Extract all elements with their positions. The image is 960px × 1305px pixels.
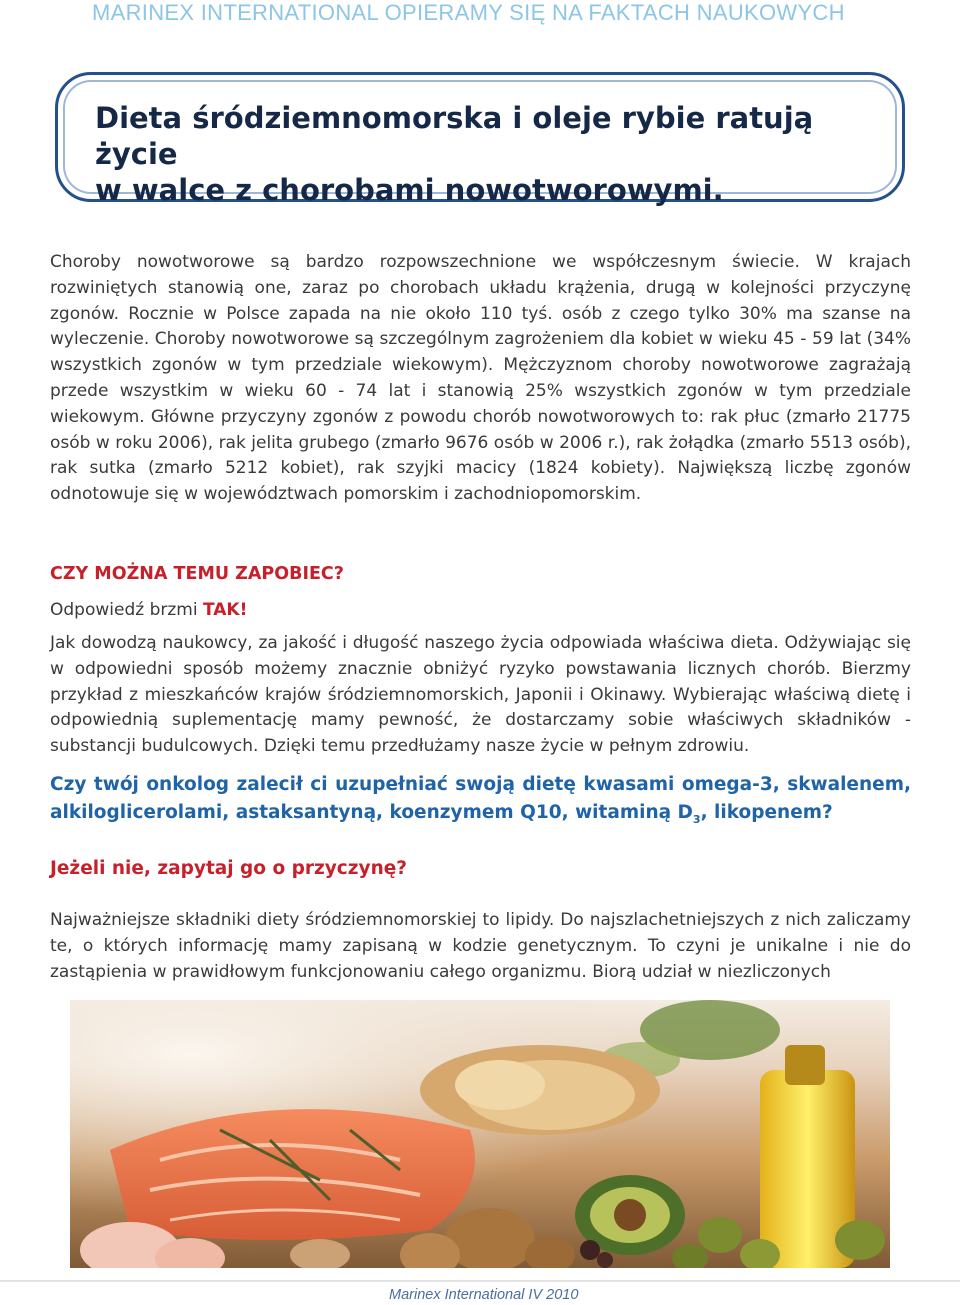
diet-paragraph: Jak dowodzą naukowcy, za jakość i długość naszego życia odpowiada właściwa dieta. Odżywiając się w odpowiedni sposób możemy znacznie obniżyć ryzyko powstawania licznych chorób. Bierzmy przykład z mieszkańców krajów śródziemnomorskich, Japonii i Okinawy. Wybierając właściwą dietę i odpowiednią suplementację mamy pewność, że dostarczamy sobie właściwych składników - substancji budulcowych. Dzięki temu przedłużamy nasze życie w pełnym zdrowiu. [50, 633, 911, 757]
article-title [95, 100, 875, 208]
section-heading: CZY MOŻNA TEMU ZAPOBIEC? [50, 564, 344, 584]
answer-line [50, 600, 247, 620]
page-footer: Marinex International IV 2010 [389, 1287, 579, 1303]
title-line-1: Dieta śródziemnomorska i oleje rybie ratują życie [95, 101, 814, 171]
title-line-2: w walce z chorobami nowotworowymi. [95, 173, 724, 207]
supplement-question [50, 771, 911, 833]
lipids-paragraph: Najważniejsze składniki diety śródziemnomorskiej to lipidy. Do najszlachetniejszych z nich zaliczamy te, o których informację mamy zapisaną w kodzie genetycznym. To czyni je unikalne i nie do zastąpienia w prawidłowym funkcjonowaniu całego organizmu. Biorą udział w niezliczonych [50, 910, 911, 982]
mediterranean-food-photo [70, 1000, 890, 1268]
question-text-part-2: , likopenem? [700, 801, 833, 823]
answer-prefix: Odpowiedź brzmi [50, 600, 203, 620]
footer-divider [0, 1280, 960, 1282]
intro-paragraph: Choroby nowotworowe są bardzo rozpowszechnione we współczesnym świecie. W krajach rozwiniętych stanowią one, zaraz po chorobach układu krążenia, drugą w kolejności przyczynę zgonów. Rocznie w Polsce zapada na nie około 110 tyś. osób z czego tylko 30% ma szanse na wyleczenie. Choroby nowotworowe są szczególnym zagrożeniem dla kobiet w wieku 45 - 59 lat (34% wszystkich zgonów w tym przedziale wiekowym). Mężczyznom choroby nowotworowe zagrażają przede wszystkim w wieku 60 - 74 lat i stanowią 25% wszystkich zgonów w tym przedziale wiekowym. Główne przyczyny zgonów z powodu chorób nowotworowych to: rak płuc (zmarło 21775 osób w roku 2006), rak jelita grubego (zmarło 9676 osób w 2006 r.), rak żołądka (zmarło 5513 osób), rak sutka (zmarło 5212 kobiet), rak szyjki macicy (1824 kobiety). Największą liczbę zgonów odnotowuje się w województwach pomorskim i zachodniopomorskim. [50, 252, 911, 505]
food-illustration [70, 1000, 890, 1268]
answer-emphasis: TAK! [202, 600, 248, 620]
question-text-part-1: Czy twój onkolog zalecił ci uzupełniać swoją dietę kwasami omega-3, skwalenem, alkiloglicerolami, astaksantyną, koenzymem Q10, witaminą D [50, 774, 911, 823]
page-header: MARINEX INTERNATIONAL OPIERAMY SIĘ NA FAKTACH NAUKOWYCH [92, 0, 845, 25]
vitamin-subscript: 3 [692, 812, 701, 826]
followup-question: Jeżeli nie, zapytaj go o przyczynę? [50, 858, 408, 879]
